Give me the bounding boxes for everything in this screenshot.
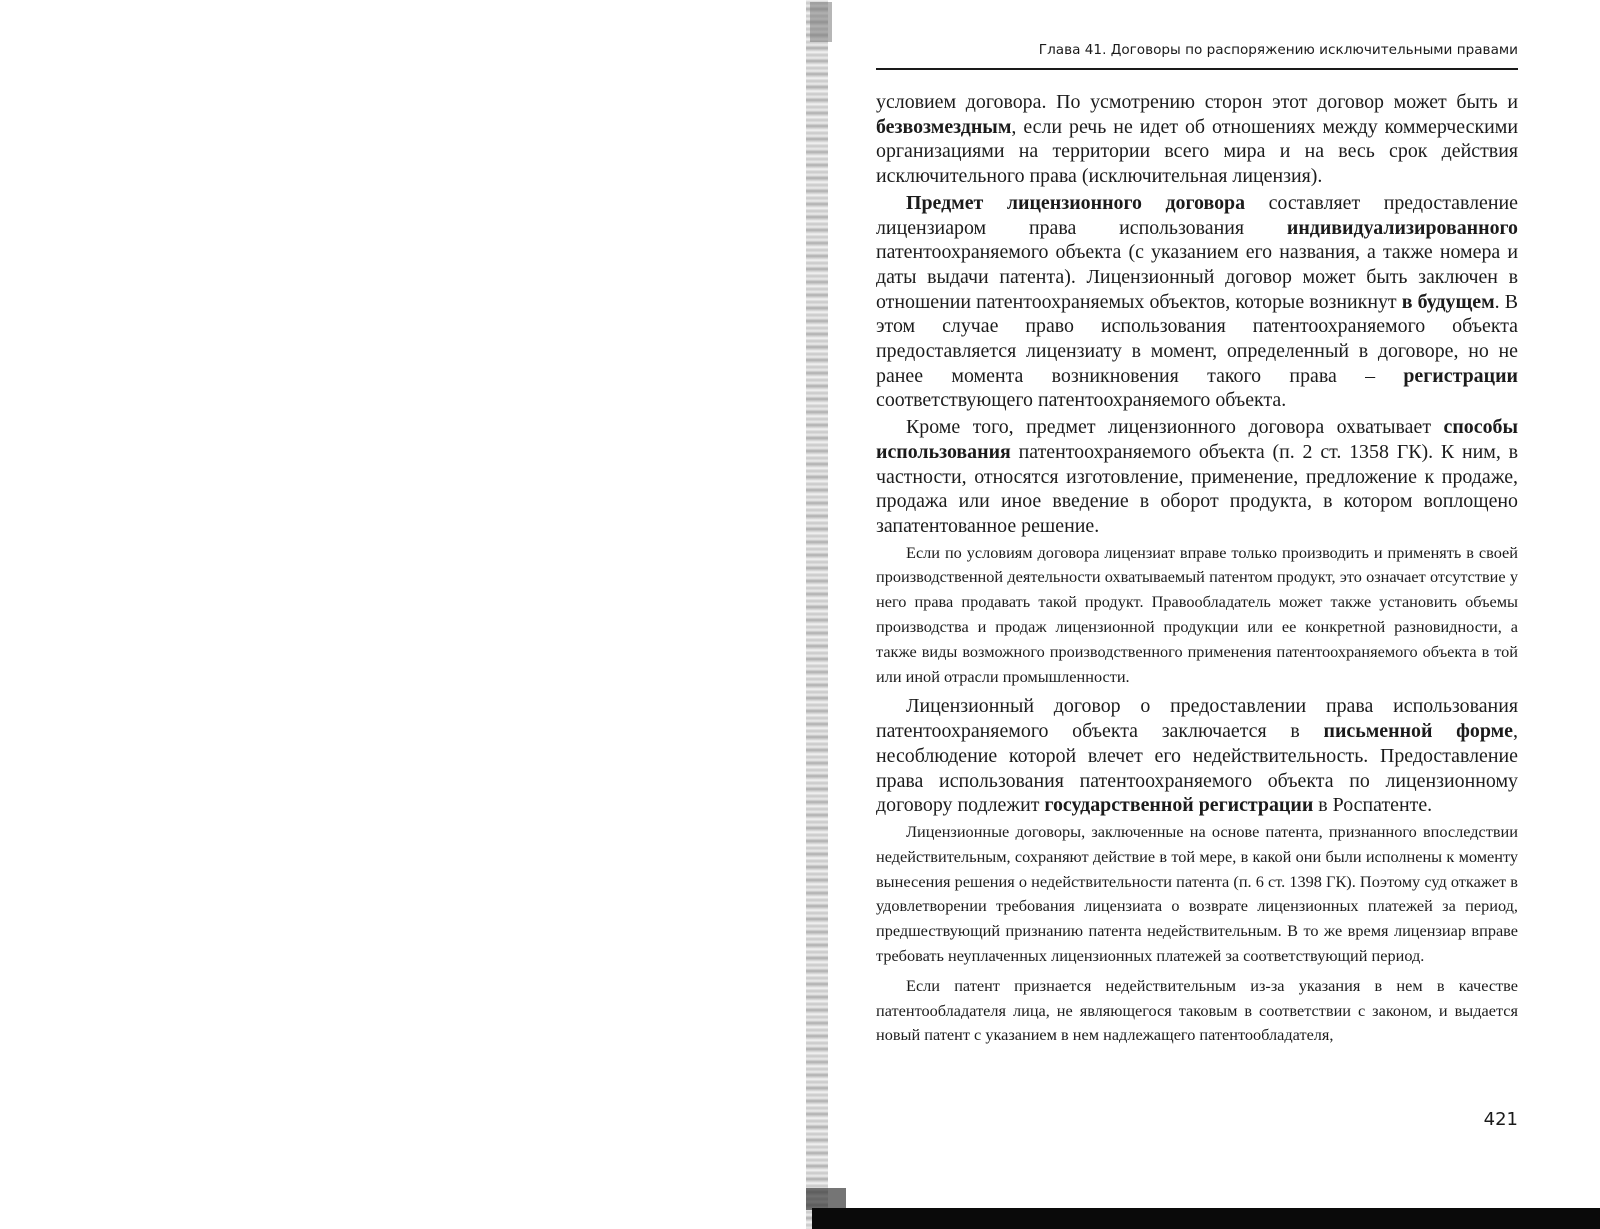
scan-corner-shadow — [806, 1188, 846, 1210]
paragraph — [876, 974, 1518, 1048]
text-run: условием договора. По усмотрению сторон этот договор может быть и — [876, 91, 1518, 113]
text-run: , если речь не идет об отношениях между коммерческими организациями на территории всего мира и на весь срок действия исключительного права (исключительная лицензия). — [876, 115, 1518, 188]
text-run: Если по условиям договора лицензиат вправе только производить и применять в своей производственной деятельности охватываемый патентом продукт, это означает отсутствие у него права продавать такой продукт. Правообладатель может также установить объемы производства и продаж лицензионной продукции или ее конкретной разновидности, а также виды возможного производственного применения патентоохраняемого объекта в той или иной отрасли промышленности. — [876, 542, 1518, 686]
scan-spine-shadow — [806, 0, 828, 1229]
running-head: Глава 41. Договоры по распоряжению исключительными правами — [1038, 42, 1518, 58]
text-run: Лицензионный договор о предоставлении права использования патентоохраняемого объекта заключается в — [876, 695, 1518, 743]
bold-term: в будущем — [1401, 290, 1495, 313]
text-run: патентоохраняемого объекта (п. 2 ст. 1358 ГК). К ним, в частности, относятся изготовление, применение, предложение к продаже, продажа или иное введение в оборот продукта, в котором воплощено запатентованное решение. — [876, 440, 1518, 537]
scan-spine-edge — [810, 2, 832, 42]
bold-term: Предмет лицензионного договора — [906, 191, 1246, 214]
text-run: патентоохраняемого объекта (с указанием его названия, а также номера и даты выдачи патента). Лицензионный договор может быть заключен в отношении патентоохраняемых объектов, которые возникнут — [876, 241, 1518, 313]
text-run: Кроме того, предмет лицензионного договора охватывает — [906, 416, 1444, 439]
paragraph — [876, 415, 1518, 539]
running-head-rule — [876, 68, 1518, 70]
page-body — [876, 90, 1518, 1048]
text-run: . В этом случае право использования патентоохраняемого объекта предоставляется лицензиату в момент, определенный в договоре, но не ранее момента возникновения такого права – — [876, 290, 1518, 387]
bold-term: индивидуализированного — [1286, 216, 1518, 239]
page-number: 421 — [1483, 1109, 1518, 1130]
text-run: соответствующего патентоохраняемого объекта. — [876, 389, 1287, 412]
paragraph — [876, 694, 1518, 818]
bold-term: регистрации — [1403, 364, 1518, 387]
text-run: , несоблюдение которой влечет его недействительность. Предоставление права использования патентоохраняемого объекта по лицензионному договору подлежит — [876, 720, 1518, 817]
bold-term: безвозмездным — [876, 115, 1012, 138]
paragraph — [876, 820, 1518, 969]
scan-bottom-edge — [812, 1208, 1600, 1229]
text-run: Если патент признается недействительным из-за указания в нем в качестве патентообладателя лица, не являющегося таковым в соответствии с законом, и выдается новый патент с указанием в нем надлежащего патентообладателя, — [876, 975, 1518, 1045]
text-run: Лицензионные договоры, заключенные на основе патента, признанного впоследствии недействительным, сохраняют действие в той мере, в какой они были исполнены к моменту вынесения решения о недействительности патента (п. 6 ст. 1398 ГК). Поэтому суд откажет в удовлетворении требования лицензиата о возврате лицензионных платежей за период, предшествующий признанию патента недействительным. В то же время лицензиар вправе требовать неуплаченных лицензионных платежей за соответствующий период. — [876, 821, 1518, 965]
bold-term: способы использования — [876, 416, 1518, 463]
paragraph — [876, 90, 1518, 189]
bold-term: письменной форме — [1323, 720, 1514, 743]
bold-term: государственной регистрации — [1044, 794, 1314, 817]
paragraph — [876, 191, 1518, 413]
book-page — [876, 40, 1518, 1053]
text-run: в Роспатенте. — [1313, 794, 1433, 817]
paragraph — [876, 541, 1518, 690]
text-run: составляет предоставление лицензиаром права использования — [876, 191, 1518, 239]
